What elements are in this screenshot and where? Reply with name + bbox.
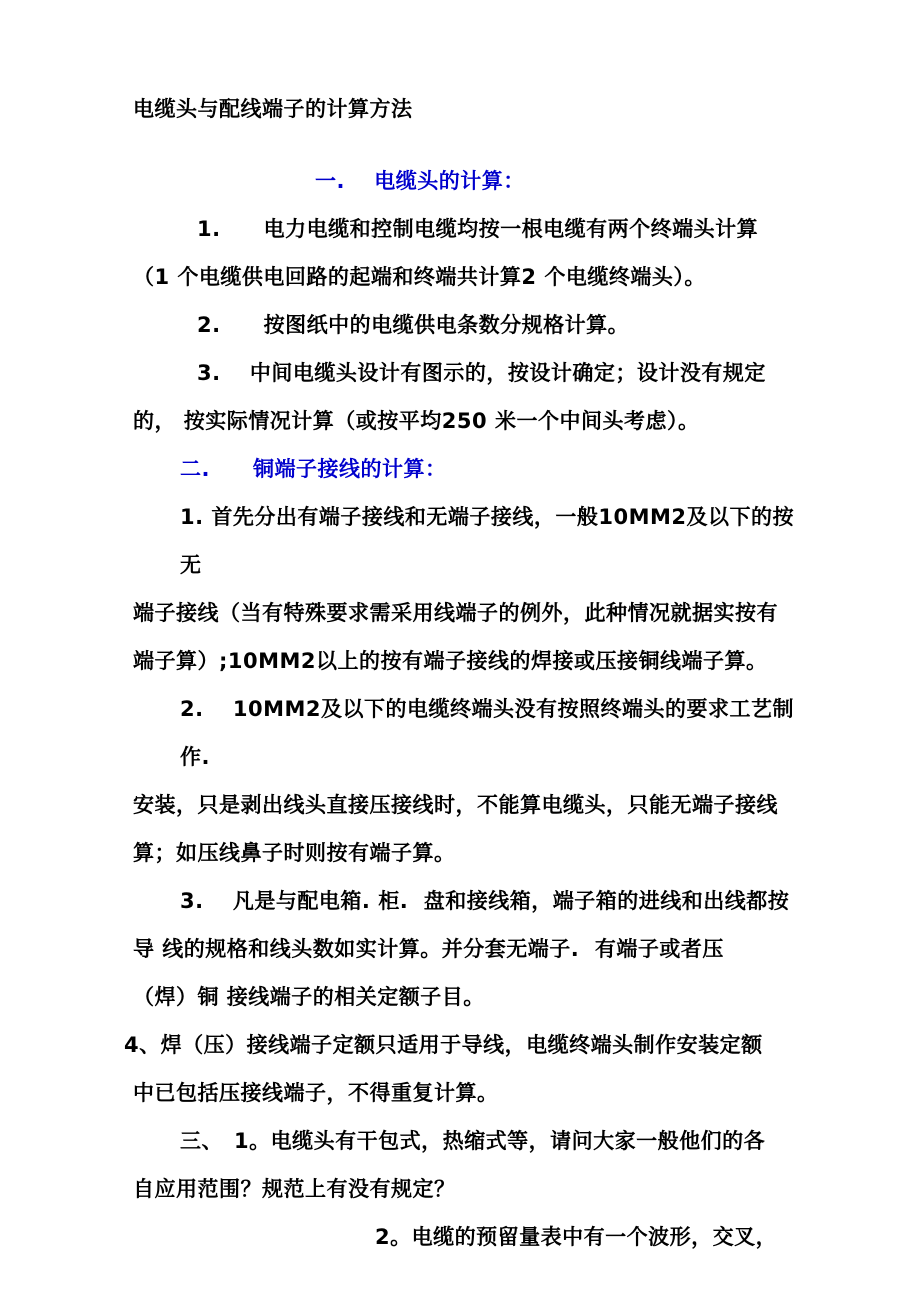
document-title: 电缆头与配线端子的计算方法 [133,97,413,121]
text-line: 导 线的规格和线头数如实计算。并分套无端子. 有端子或者压 [133,937,724,961]
text-line: 自应用范围？规范上有没有规定？ [133,1177,456,1201]
text-line: 的， 按实际情况计算（或按平均250 米一个中间头考虑）。 [133,409,700,433]
text-line: 2. 10MM2及以下的电缆终端头没有按照终端头的要求工艺制作. [180,697,795,769]
text-line: 2。电缆的预留量表中有一个波形，交叉， [375,1225,778,1249]
text-line: 3. 凡是与配电箱. 柜. 盘和接线箱，端子箱的进线和出线都按 [180,889,790,913]
section-heading-2: 二. 铜端子接线的计算： [180,457,447,481]
text-line: （1 个电缆供电回路的起端和终端共计算2 个电缆终端头）。 [133,265,706,289]
section-heading-3: 三、 1。电缆头有干包式，热缩式等，请问大家一般他们的各 [180,1129,766,1153]
text-line: 安装，只是剥出线头直接压接线时，不能算电缆头，只能无端子接线 [133,793,778,817]
text-line: 端子算）;10MM2以上的按有端子接线的焊接或压接铜线端子算。 [133,649,768,673]
text-line: 1. 首先分出有端子接线和无端子接线，一般10MM2及以下的按无 [180,505,795,577]
section-heading-1: 一. 电缆头的计算： [315,169,525,193]
text-line: 算；如压线鼻子时则按有端子算。 [133,841,456,865]
text-line: 2. 按图纸中的电缆供电条数分规格计算。 [197,313,630,337]
text-line: 3. 中间电缆头设计有图示的，按设计确定；设计没有规定 [197,361,766,385]
text-line: 4、焊（压）接线端子定额只适用于导线，电缆终端头制作安装定额 [124,1033,763,1057]
text-line: （焊）铜 接线端子的相关定额子目。 [133,985,485,1009]
text-line: 1. 电力电缆和控制电缆均按一根电缆有两个终端头计算 [197,217,759,241]
text-line: 中已包括压接线端子，不得重复计算。 [133,1081,499,1105]
text-line: 端子接线（当有特殊要求需采用线端子的例外，此种情况就据实按有 [133,601,778,625]
